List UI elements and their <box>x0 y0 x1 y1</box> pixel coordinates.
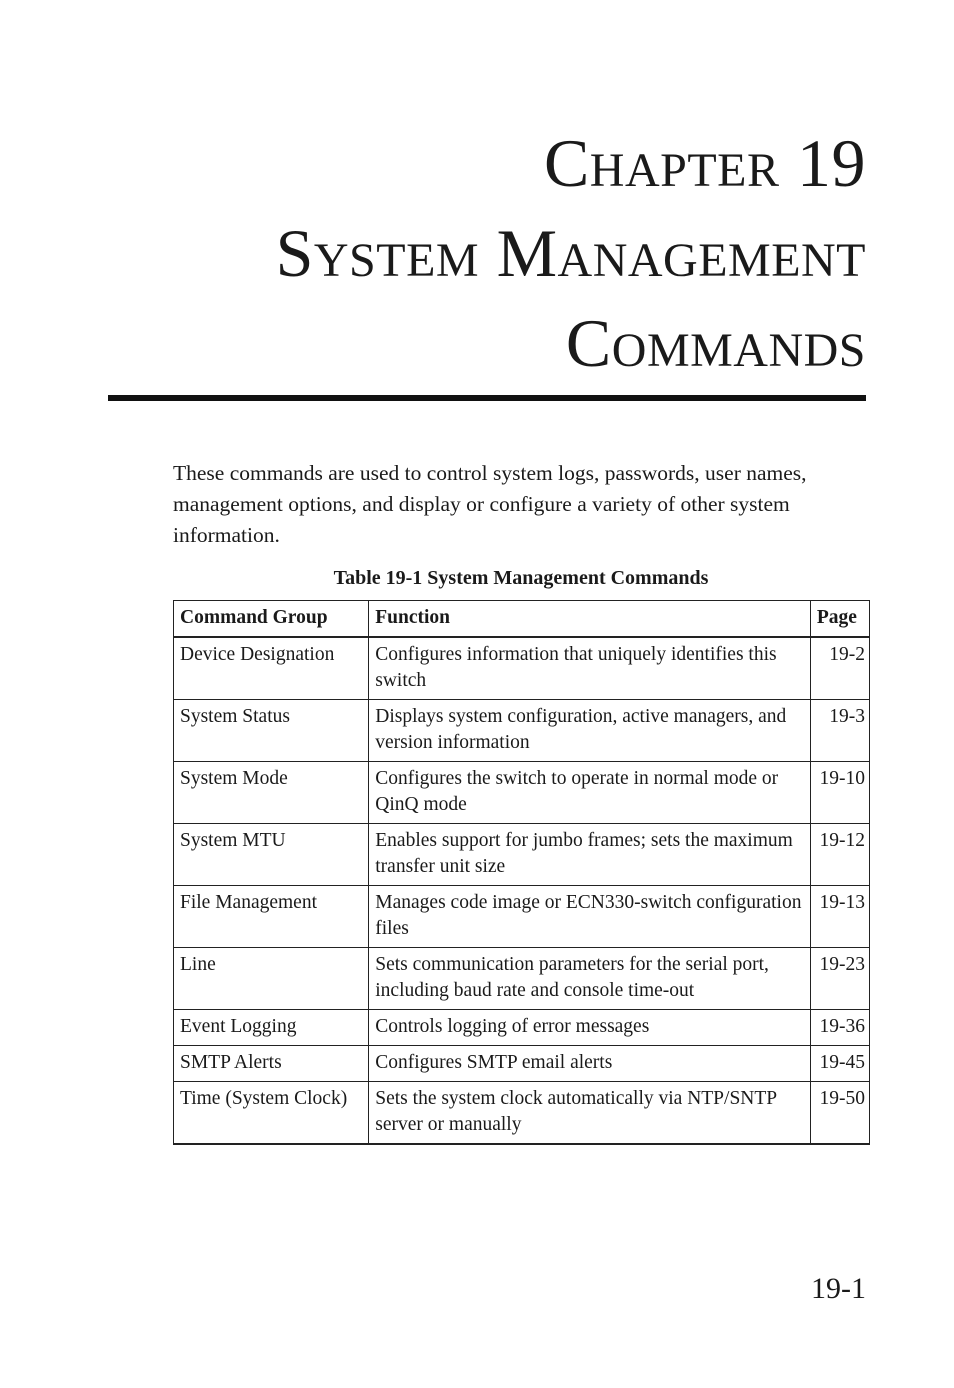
page-number: 19-1 <box>811 1272 866 1305</box>
cell-command-group: System MTU <box>174 824 369 886</box>
commands-table <box>173 600 870 1145</box>
table-row <box>174 700 870 762</box>
table-row <box>174 762 870 824</box>
cell-page: 19-3 <box>810 700 869 762</box>
cell-function: Sets communication parameters for the serial port, including baud rate and console time-out <box>369 948 811 1010</box>
chapter-title-line-3: Commands <box>565 305 866 381</box>
cell-command-group: Time (System Clock) <box>174 1082 369 1145</box>
cell-command-group: File Management <box>174 886 369 948</box>
cell-page: 19-2 <box>810 637 869 700</box>
chapter-title-line-2: System Management <box>275 215 866 291</box>
cell-page: 19-50 <box>810 1082 869 1145</box>
table-row <box>174 1046 870 1082</box>
cell-function: Configures the switch to operate in normal mode or QinQ mode <box>369 762 811 824</box>
cell-command-group: Line <box>174 948 369 1010</box>
table-row <box>174 637 870 700</box>
table-row <box>174 1082 870 1145</box>
cell-function: Controls logging of error messages <box>369 1010 811 1046</box>
cell-page: 19-45 <box>810 1046 869 1082</box>
table-header-row <box>174 601 870 638</box>
cell-command-group: SMTP Alerts <box>174 1046 369 1082</box>
cell-page: 19-23 <box>810 948 869 1010</box>
chapter-title-line-1: Chapter 19 <box>543 125 866 201</box>
cell-page: 19-13 <box>810 886 869 948</box>
cell-command-group: System Mode <box>174 762 369 824</box>
chapter-divider <box>108 395 866 401</box>
table-row <box>174 824 870 886</box>
cell-function: Displays system configuration, active managers, and version information <box>369 700 811 762</box>
table-row <box>174 886 870 948</box>
intro-paragraph: These commands are used to control system logs, passwords, user names, management options, and display or configure a variety of other system information. <box>173 461 807 547</box>
cell-command-group: Event Logging <box>174 1010 369 1046</box>
header-page: Page <box>810 601 869 638</box>
table-row <box>174 948 870 1010</box>
cell-command-group: System Status <box>174 700 369 762</box>
table-caption: Table 19-1 System Management Commands <box>333 567 709 589</box>
cell-page: 19-10 <box>810 762 869 824</box>
cell-command-group: Device Designation <box>174 637 369 700</box>
cell-function: Manages code image or ECN330-switch configuration files <box>369 886 811 948</box>
cell-function: Enables support for jumbo frames; sets the maximum transfer unit size <box>369 824 811 886</box>
chapter-title <box>276 118 866 388</box>
cell-page: 19-36 <box>810 1010 869 1046</box>
cell-page: 19-12 <box>810 824 869 886</box>
table-row <box>174 1010 870 1046</box>
cell-function: Configures SMTP email alerts <box>369 1046 811 1082</box>
cell-function: Sets the system clock automatically via NTP/SNTP server or manually <box>369 1082 811 1145</box>
header-command-group: Command Group <box>174 601 369 638</box>
cell-function: Configures information that uniquely identifies this switch <box>369 637 811 700</box>
header-function: Function <box>369 601 811 638</box>
